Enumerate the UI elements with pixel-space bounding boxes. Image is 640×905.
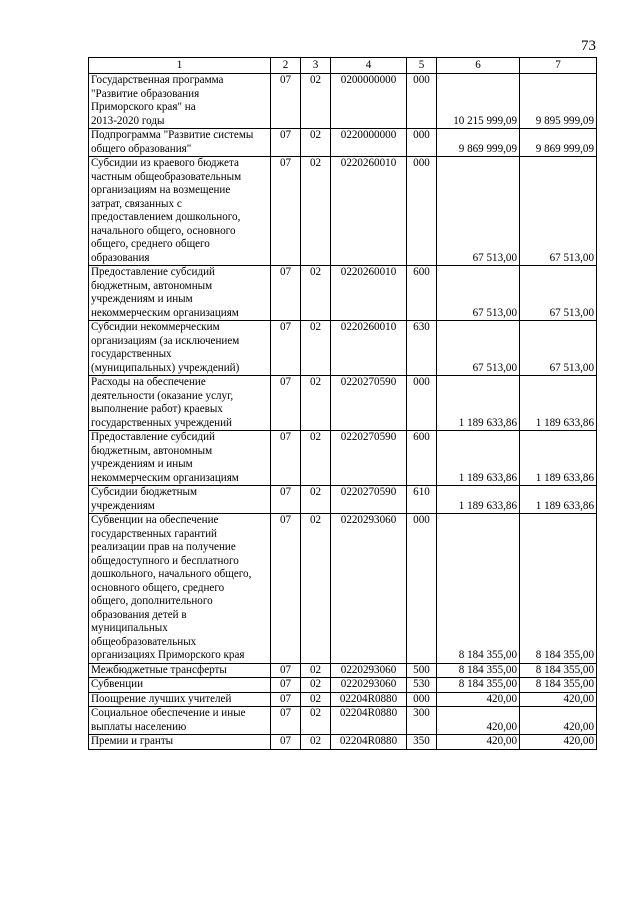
row-amount-col6: 8 184 355,00 — [437, 514, 520, 664]
row-subsection: 02 — [301, 486, 331, 514]
row-amount-col6: 1 189 633,86 — [437, 486, 520, 514]
row-amount-col6: 10 215 999,09 — [437, 74, 520, 129]
row-section: 07 — [271, 266, 301, 321]
row-section: 07 — [271, 692, 301, 707]
row-section: 07 — [271, 678, 301, 693]
row-target-code: 0220293060 — [331, 514, 407, 664]
row-subsection: 02 — [301, 692, 331, 707]
table-row — [89, 157, 597, 266]
row-amount-col6: 8 184 355,00 — [437, 678, 520, 693]
header-col-6: 6 — [437, 58, 520, 74]
header-col-4: 4 — [331, 58, 407, 74]
row-expense-type: 530 — [407, 678, 437, 693]
row-subsection: 02 — [301, 663, 331, 678]
row-subsection: 02 — [301, 514, 331, 664]
row-name: Субсидии бюджетным учреждениям — [89, 486, 271, 514]
header-col-5: 5 — [407, 58, 437, 74]
row-target-code: 02204R0880 — [331, 707, 407, 735]
row-amount-col7: 1 189 633,86 — [520, 376, 597, 431]
row-section: 07 — [271, 486, 301, 514]
row-amount-col6: 67 513,00 — [437, 321, 520, 376]
row-amount-col7: 67 513,00 — [520, 321, 597, 376]
table-row — [89, 486, 597, 514]
row-name: Предоставление субсидий бюджетным, автономным учреждениям и иным некоммерческим организациям — [89, 266, 271, 321]
table-body — [89, 74, 597, 750]
row-amount-col7: 420,00 — [520, 707, 597, 735]
row-expense-type: 500 — [407, 663, 437, 678]
table-row — [89, 266, 597, 321]
row-amount-col6: 9 869 999,09 — [437, 129, 520, 157]
row-amount-col6: 67 513,00 — [437, 157, 520, 266]
table-row — [89, 321, 597, 376]
row-section: 07 — [271, 514, 301, 664]
row-amount-col6: 1 189 633,86 — [437, 431, 520, 486]
row-name: Предоставление субсидий бюджетным, автономным учреждениям и иным некоммерческим организациям — [89, 431, 271, 486]
row-amount-col6: 420,00 — [437, 692, 520, 707]
row-target-code: 0200000000 — [331, 74, 407, 129]
row-target-code: 0220293060 — [331, 663, 407, 678]
row-expense-type: 000 — [407, 129, 437, 157]
row-expense-type: 000 — [407, 74, 437, 129]
row-target-code: 0220000000 — [331, 129, 407, 157]
header-col-1: 1 — [89, 58, 271, 74]
row-target-code: 0220270590 — [331, 486, 407, 514]
row-subsection: 02 — [301, 74, 331, 129]
table-row — [89, 663, 597, 678]
row-subsection: 02 — [301, 735, 331, 750]
row-amount-col7: 67 513,00 — [520, 157, 597, 266]
row-target-code: 0220260010 — [331, 266, 407, 321]
row-expense-type: 630 — [407, 321, 437, 376]
row-name: Расходы на обеспечение деятельности (оказание услуг, выполнение работ) краевых государственных учреждений — [89, 376, 271, 431]
row-amount-col7: 9 895 999,09 — [520, 74, 597, 129]
header-col-7: 7 — [520, 58, 597, 74]
row-name: Поощрение лучших учителей — [89, 692, 271, 707]
row-amount-col6: 8 184 355,00 — [437, 663, 520, 678]
table-row — [89, 735, 597, 750]
row-expense-type: 000 — [407, 376, 437, 431]
row-name: Субсидии из краевого бюджета частным общеобразовательным организациям на возмещение затрат, связанных с предоставлением дошкольного, начального общего, основного общего, среднего общего образования — [89, 157, 271, 266]
row-amount-col7: 420,00 — [520, 692, 597, 707]
table-row — [89, 692, 597, 707]
row-expense-type: 000 — [407, 692, 437, 707]
row-amount-col7: 1 189 633,86 — [520, 431, 597, 486]
row-expense-type: 600 — [407, 266, 437, 321]
row-target-code: 0220260010 — [331, 157, 407, 266]
row-amount-col6: 1 189 633,86 — [437, 376, 520, 431]
row-subsection: 02 — [301, 707, 331, 735]
page-number: 73 — [581, 38, 596, 54]
row-name: Субсидии некоммерческим организациям (за исключением государственных (муниципальных) учреждений) — [89, 321, 271, 376]
row-amount-col6: 420,00 — [437, 707, 520, 735]
table-row — [89, 514, 597, 664]
row-expense-type: 600 — [407, 431, 437, 486]
row-name: Межбюджетные трансферты — [89, 663, 271, 678]
row-expense-type: 000 — [407, 157, 437, 266]
table-header — [89, 58, 597, 74]
table-row — [89, 129, 597, 157]
row-name: Премии и гранты — [89, 735, 271, 750]
row-target-code: 0220293060 — [331, 678, 407, 693]
row-expense-type: 000 — [407, 514, 437, 664]
row-target-code: 0220260010 — [331, 321, 407, 376]
row-amount-col7: 8 184 355,00 — [520, 663, 597, 678]
budget-table — [88, 57, 597, 750]
row-amount-col7: 8 184 355,00 — [520, 678, 597, 693]
row-name: Государственная программа "Развитие образования Приморского края" на 2013-2020 годы — [89, 74, 271, 129]
row-amount-col7: 8 184 355,00 — [520, 514, 597, 664]
row-name: Субвенции — [89, 678, 271, 693]
row-subsection: 02 — [301, 266, 331, 321]
row-amount-col7: 1 189 633,86 — [520, 486, 597, 514]
row-section: 07 — [271, 321, 301, 376]
row-amount-col6: 67 513,00 — [437, 266, 520, 321]
row-section: 07 — [271, 376, 301, 431]
row-amount-col7: 67 513,00 — [520, 266, 597, 321]
row-amount-col7: 420,00 — [520, 735, 597, 750]
header-col-3: 3 — [301, 58, 331, 74]
table-row — [89, 707, 597, 735]
row-amount-col7: 9 869 999,09 — [520, 129, 597, 157]
table-row — [89, 678, 597, 693]
table-row — [89, 376, 597, 431]
table-row — [89, 74, 597, 129]
row-amount-col6: 420,00 — [437, 735, 520, 750]
row-subsection: 02 — [301, 376, 331, 431]
row-section: 07 — [271, 431, 301, 486]
row-subsection: 02 — [301, 157, 331, 266]
row-section: 07 — [271, 663, 301, 678]
row-expense-type: 300 — [407, 707, 437, 735]
row-target-code: 0220270590 — [331, 376, 407, 431]
row-section: 07 — [271, 707, 301, 735]
row-subsection: 02 — [301, 678, 331, 693]
row-section: 07 — [271, 157, 301, 266]
row-section: 07 — [271, 129, 301, 157]
row-subsection: 02 — [301, 129, 331, 157]
row-name: Социальное обеспечение и иные выплаты населению — [89, 707, 271, 735]
row-target-code: 0220270590 — [331, 431, 407, 486]
row-section: 07 — [271, 735, 301, 750]
row-name: Подпрограмма "Развитие системы общего образования" — [89, 129, 271, 157]
table-row — [89, 431, 597, 486]
row-name: Субвенции на обеспечение государственных гарантий реализации прав на получение общедоступного и бесплатного дошкольного, начального общего, основного общего, среднего общего, дополнительного образования детей в муниципальных общеобразовательных организациях Приморского края — [89, 514, 271, 664]
row-expense-type: 610 — [407, 486, 437, 514]
row-target-code: 02204R0880 — [331, 735, 407, 750]
header-col-2: 2 — [271, 58, 301, 74]
row-target-code: 02204R0880 — [331, 692, 407, 707]
row-section: 07 — [271, 74, 301, 129]
row-subsection: 02 — [301, 321, 331, 376]
row-subsection: 02 — [301, 431, 331, 486]
row-expense-type: 350 — [407, 735, 437, 750]
